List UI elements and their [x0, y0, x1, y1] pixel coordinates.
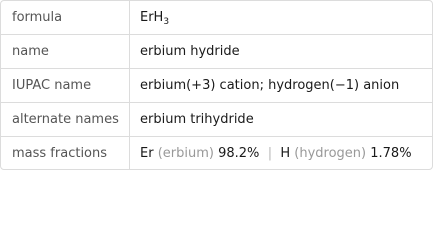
row-label: name — [12, 44, 49, 59]
table-row-name — [1, 35, 432, 69]
mass-fractions-value — [140, 137, 412, 170]
fraction-percent: 1.78% — [370, 146, 412, 161]
fraction-symbol: Er — [140, 146, 154, 161]
fraction-element-name: (hydrogen) — [294, 146, 367, 161]
row-value: erbium(+3) cation; hydrogen(−1) anion — [140, 78, 400, 93]
table-row-alternate-names — [1, 103, 432, 137]
table-row-iupac-name — [1, 69, 432, 103]
row-value: erbium hydride — [140, 44, 240, 59]
row-label: IUPAC name — [12, 78, 92, 93]
formula-value — [140, 1, 169, 34]
table-row-formula — [1, 1, 432, 35]
row-value: erbium trihydride — [140, 112, 254, 127]
row-label: mass fractions — [12, 146, 108, 161]
table-row-mass-fractions — [1, 137, 432, 170]
formula-base: ErH — [140, 10, 164, 25]
formula-subscript: 3 — [163, 17, 170, 27]
row-label: alternate names — [12, 112, 119, 127]
row-label: formula — [12, 10, 63, 25]
fraction-separator: | — [267, 146, 273, 161]
fraction-percent: 98.2% — [218, 146, 260, 161]
fraction-symbol: H — [280, 146, 291, 161]
fraction-element-name: (erbium) — [157, 146, 214, 161]
